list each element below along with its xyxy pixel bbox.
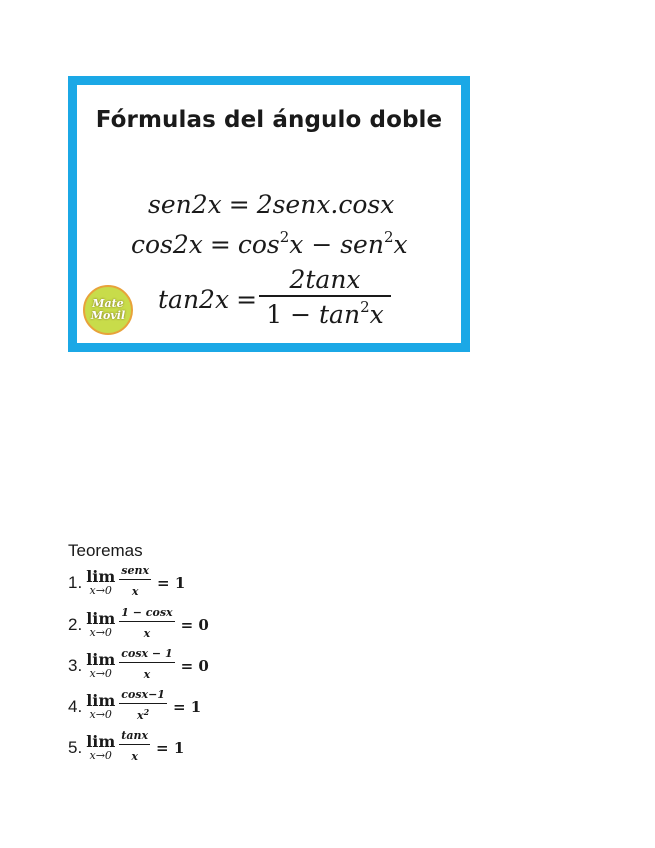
denominator-base: x <box>137 708 144 722</box>
fraction-numerator: 1 − cosx <box>121 605 173 619</box>
fraction-numerator: senx <box>121 563 150 577</box>
theorem-number: 3. <box>68 656 83 675</box>
limit-operator <box>86 693 115 721</box>
theorem-item <box>68 648 209 684</box>
theorem-fraction <box>119 647 174 682</box>
eq2-rhs-b: x − sen <box>289 230 384 259</box>
theorem-result: = 0 <box>180 616 209 634</box>
eq2-lhs: cos2x <box>131 230 203 259</box>
lim-word: lim <box>86 650 116 669</box>
cos2x-formula <box>131 228 408 259</box>
lim-word: lim <box>86 609 116 628</box>
den-sup: 2 <box>360 298 370 316</box>
eq3-lhs: tan2x <box>158 285 230 314</box>
eq2-sup-a: 2 <box>279 228 290 246</box>
theorem-result: = 1 <box>157 574 186 592</box>
tan2x-numerator: 2tanx <box>289 265 361 294</box>
eq3-equals: = <box>236 285 258 314</box>
lim-subscript: x→0 <box>89 749 112 762</box>
double-angle-formulas-card <box>68 76 470 352</box>
eq2-equals: = <box>209 230 231 259</box>
denominator-base: x <box>143 626 151 640</box>
theorem-fraction <box>119 564 151 599</box>
theorems-heading: Teoremas <box>68 541 143 560</box>
theorem-fraction <box>119 606 174 641</box>
theorem-result: = 0 <box>180 657 209 675</box>
limit-operator <box>86 569 115 597</box>
den-one: 1 <box>266 300 283 329</box>
eq1-equals: = <box>228 190 250 219</box>
eq1-lhs: sen2x <box>148 190 222 219</box>
theorem-number: 1. <box>68 573 83 592</box>
lim-subscript: x→0 <box>89 708 112 721</box>
theorem-item <box>68 607 209 643</box>
logo-line-2: Movil <box>90 309 126 322</box>
fraction-numerator: tanx <box>121 728 149 742</box>
fraction-denominator <box>132 580 139 599</box>
theorem-number: 5. <box>68 738 83 757</box>
den-minus: − <box>282 300 320 329</box>
tan2x-formula-lhs <box>158 285 264 314</box>
lim-word: lim <box>86 567 116 586</box>
den-x: x <box>369 300 384 329</box>
fraction-numerator: cosx−1 <box>121 687 165 701</box>
lim-subscript: x→0 <box>89 584 112 597</box>
denominator-exponent: 2 <box>143 706 150 717</box>
denominator-base: x <box>143 667 151 681</box>
theorem-fraction <box>119 729 150 764</box>
tan2x-denominator <box>266 297 383 329</box>
logo-line-1: Mate <box>92 297 124 310</box>
lim-word: lim <box>86 732 116 751</box>
lim-word: lim <box>86 691 116 710</box>
lim-subscript: x→0 <box>89 626 112 639</box>
eq1-rhs: 2senx.cosx <box>256 190 395 219</box>
sen2x-formula <box>148 190 394 219</box>
card-title: Fórmulas del ángulo doble <box>95 107 443 133</box>
denominator-base: x <box>131 749 138 763</box>
limit-operator <box>86 652 115 680</box>
limit-operator <box>86 611 115 639</box>
theorem-item <box>68 730 184 766</box>
theorem-result: = 1 <box>172 698 202 716</box>
limit-operator <box>86 734 115 762</box>
eq2-sup-b: 2 <box>383 228 394 246</box>
mate-movil-logo <box>83 285 133 335</box>
eq2-rhs-a: cos <box>237 230 280 259</box>
fraction-denominator <box>131 745 138 764</box>
eq2-rhs-c: x <box>393 230 408 259</box>
theorem-item <box>68 689 201 725</box>
den-tan: tan <box>319 300 361 329</box>
fraction-numerator: cosx − 1 <box>121 646 173 660</box>
denominator-base: x <box>131 584 139 598</box>
theorem-item <box>68 565 185 601</box>
fraction-denominator <box>144 663 151 682</box>
theorem-number: 2. <box>68 615 83 634</box>
theorem-number: 4. <box>68 697 83 716</box>
theorem-fraction <box>119 688 167 723</box>
theorem-result: = 1 <box>156 739 185 757</box>
fraction-denominator <box>137 704 149 723</box>
tan2x-fraction <box>259 265 391 329</box>
lim-subscript: x→0 <box>89 667 112 680</box>
fraction-denominator <box>144 622 151 641</box>
